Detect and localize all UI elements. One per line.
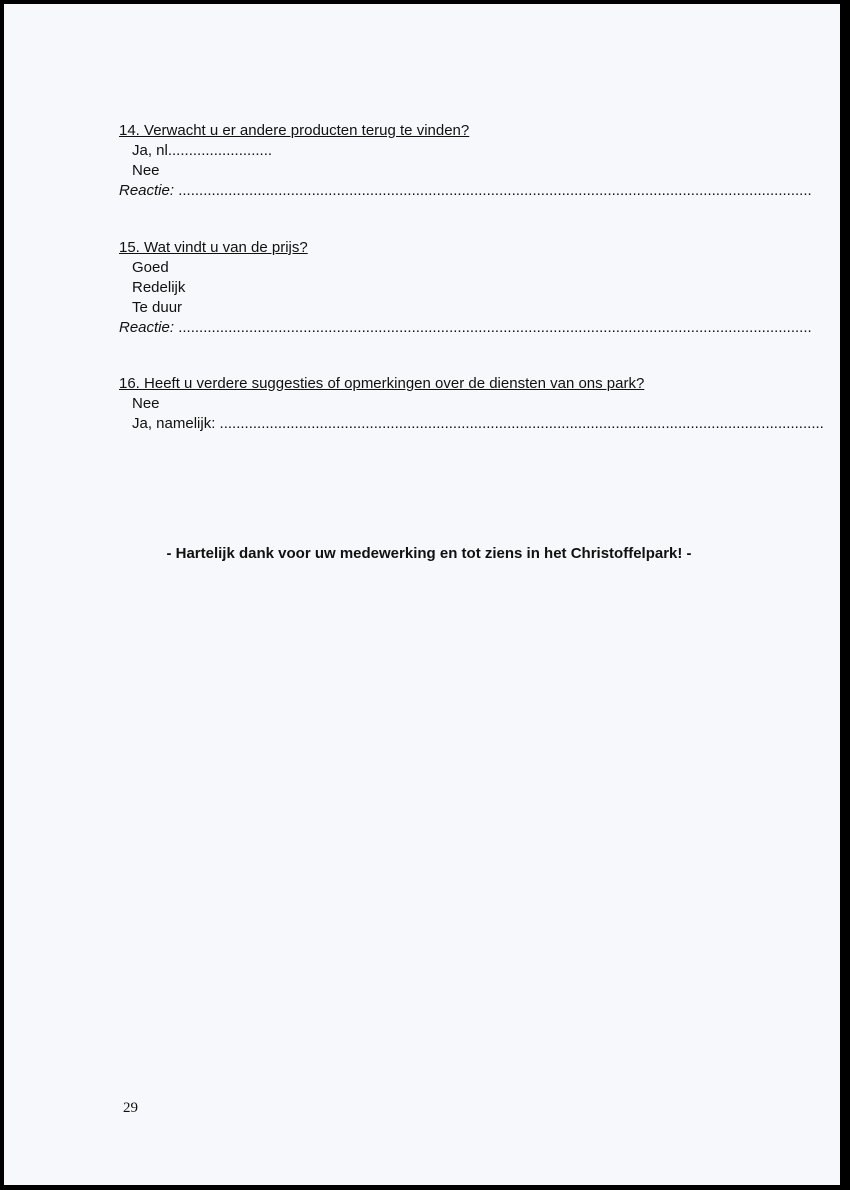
document-page bbox=[4, 4, 840, 1185]
question-15-title: 15. Wat vindt u van de prijs? bbox=[119, 239, 308, 256]
question-14-reactie-line: ........................................................................................................................................................ bbox=[178, 182, 812, 199]
question-15-reactie bbox=[119, 318, 812, 338]
question-15-option-te-duur: Te duur bbox=[132, 299, 183, 316]
question-16-option-nee: Nee bbox=[132, 395, 160, 412]
question-15-option-redelijk: Redelijk bbox=[132, 279, 186, 296]
question-16-title: 16. Heeft u verdere suggesties of opmerkingen over de diensten van ons park? bbox=[119, 375, 645, 392]
question-14-reactie-label: Reactie: bbox=[119, 182, 175, 199]
question-15-reactie-label: Reactie: bbox=[119, 319, 175, 336]
question-15-option-goed: Goed bbox=[132, 259, 169, 276]
question-16 bbox=[119, 374, 824, 434]
question-15 bbox=[119, 238, 812, 338]
question-14-reactie bbox=[119, 181, 812, 201]
question-14-title: 14. Verwacht u er andere producten terug te vinden? bbox=[119, 122, 470, 139]
question-16-option-ja-namelijk: Ja, namelijk: ................................................................................................................................................. bbox=[132, 415, 824, 432]
page-number: 29 bbox=[123, 1100, 138, 1116]
question-14 bbox=[119, 121, 812, 201]
question-14-option-nee: Nee bbox=[132, 162, 160, 179]
closing-message: - Hartelijk dank voor uw medewerking en tot ziens in het Christoffelpark! - bbox=[166, 545, 692, 562]
question-15-reactie-line: ........................................................................................................................................................ bbox=[178, 319, 812, 336]
question-14-option-ja: Ja, nl......................... bbox=[132, 142, 273, 159]
